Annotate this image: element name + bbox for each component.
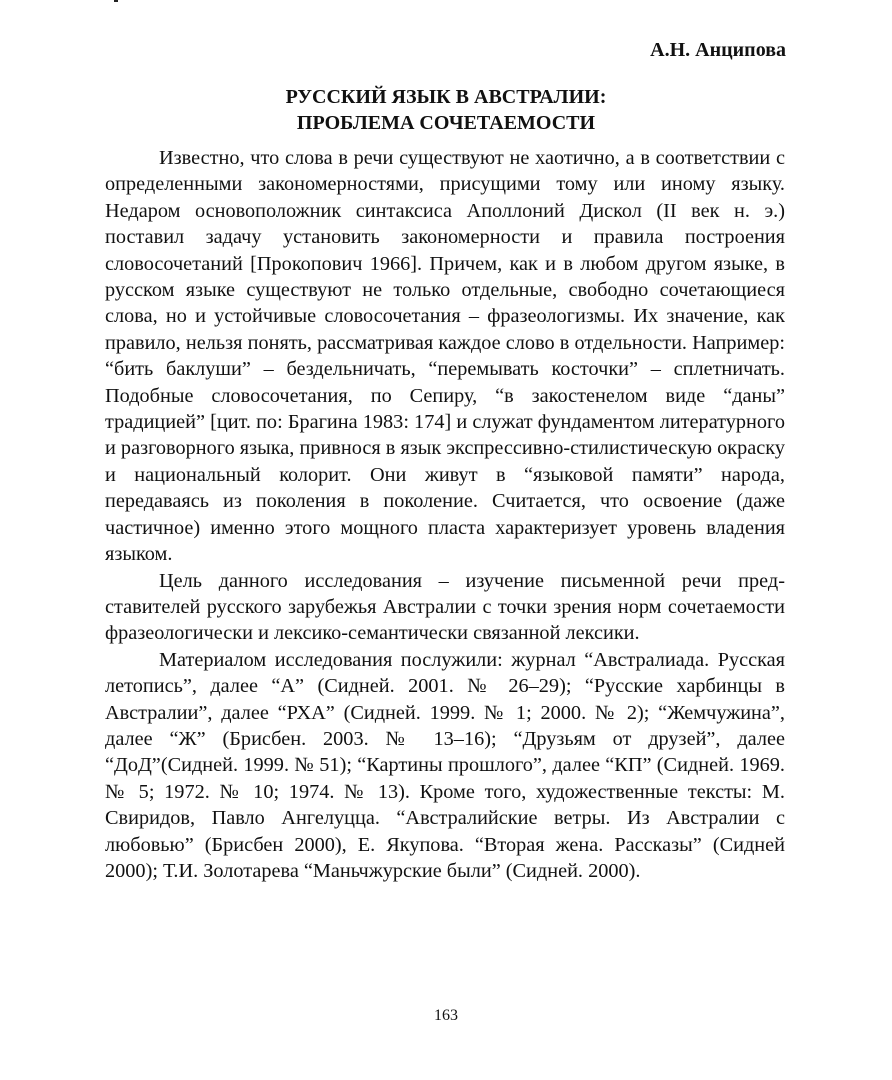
paragraph-materials: Материалом исследования послужили: журнал “Австралиада. Русская летопись”, далее “А” (Сидней. 2001. № 26–29); “Русские харбинцы в Австралии”, далее “РХА” (Сидней. 1999. № 1; 2000. № 2); “Жемчужина”, далее “Ж” (Брисбен. 2003. № 13–16); “Друзьям от друзей”, далее “ДоД”(Сидней. 1999. № 51); “Картины прошлого”, далее “КП” (Сидней. 1969. № 5; 1972. № 10; 1974. № 13). Кроме того, художественные тексты: М. Свиридов, Павло Ангелуцца. “Австралийские ветры. Из Австралии с любовью” (Брисбен 2000), Е. Якупова. “Вторая жена. Рассказы” (Сидней 2000); Т.И. Золотарева “Маньчжурские были” (Сидней. 2000). [105, 648, 785, 882]
author-name: А.Н. Анципова [650, 39, 786, 61]
paragraph-goal: Цель данного исследования – изучение письменной речи представителей русского зарубежья Австралии с точки зрения норм сочетаемости фразеологически и лексико-семантически связанной лексики. [105, 569, 785, 645]
title-line-1: РУССКИЙ ЯЗЫК В АВСТРАЛИИ: [285, 86, 607, 108]
article-body [105, 145, 785, 884]
scan-mark [114, 0, 118, 2]
title-line-2: ПРОБЛЕМА СОЧЕТАЕМОСТИ [296, 112, 596, 134]
page-number: 163 [434, 1007, 458, 1024]
paragraph-intro: Известно, что слова в речи существуют не хаотично, а в соответствии с определенными закономерностями, присущими тому или иному языку. Недаром основоположник синтаксиса Аполлоний Дискол (II век н. э.) поставил задачу установить закономерности и правила построения словосочетаний [Прокопович 1966]. Причем, как и в любом другом языке, в русском языке существуют не только отдельные, свободно сочетающиеся слова, но и устойчивые словосочетания – фразеологизмы. Их значение, как правило, нельзя понять, рассматривая каждое слово в отдельности. Например: “бить баклуши” – бездельничать, “перемывать косточки” – сплетничать. Подобные словосочетания, по Сепиру, “в закостенелом виде “даны” традицией” [цит. по: Брагина 1983: 174] и служат фундаментом литературного и разговорного языка, привнося в язык экспрессивно-стилистическую окраску и национальный колорит. Они живут в “языковой памяти” народа, передаваясь из поколения в поколение. Считается, что освоение (даже частичное) именно этого мощного пласта характеризует уровень владения языком. [105, 147, 785, 566]
article-title [0, 84, 892, 136]
